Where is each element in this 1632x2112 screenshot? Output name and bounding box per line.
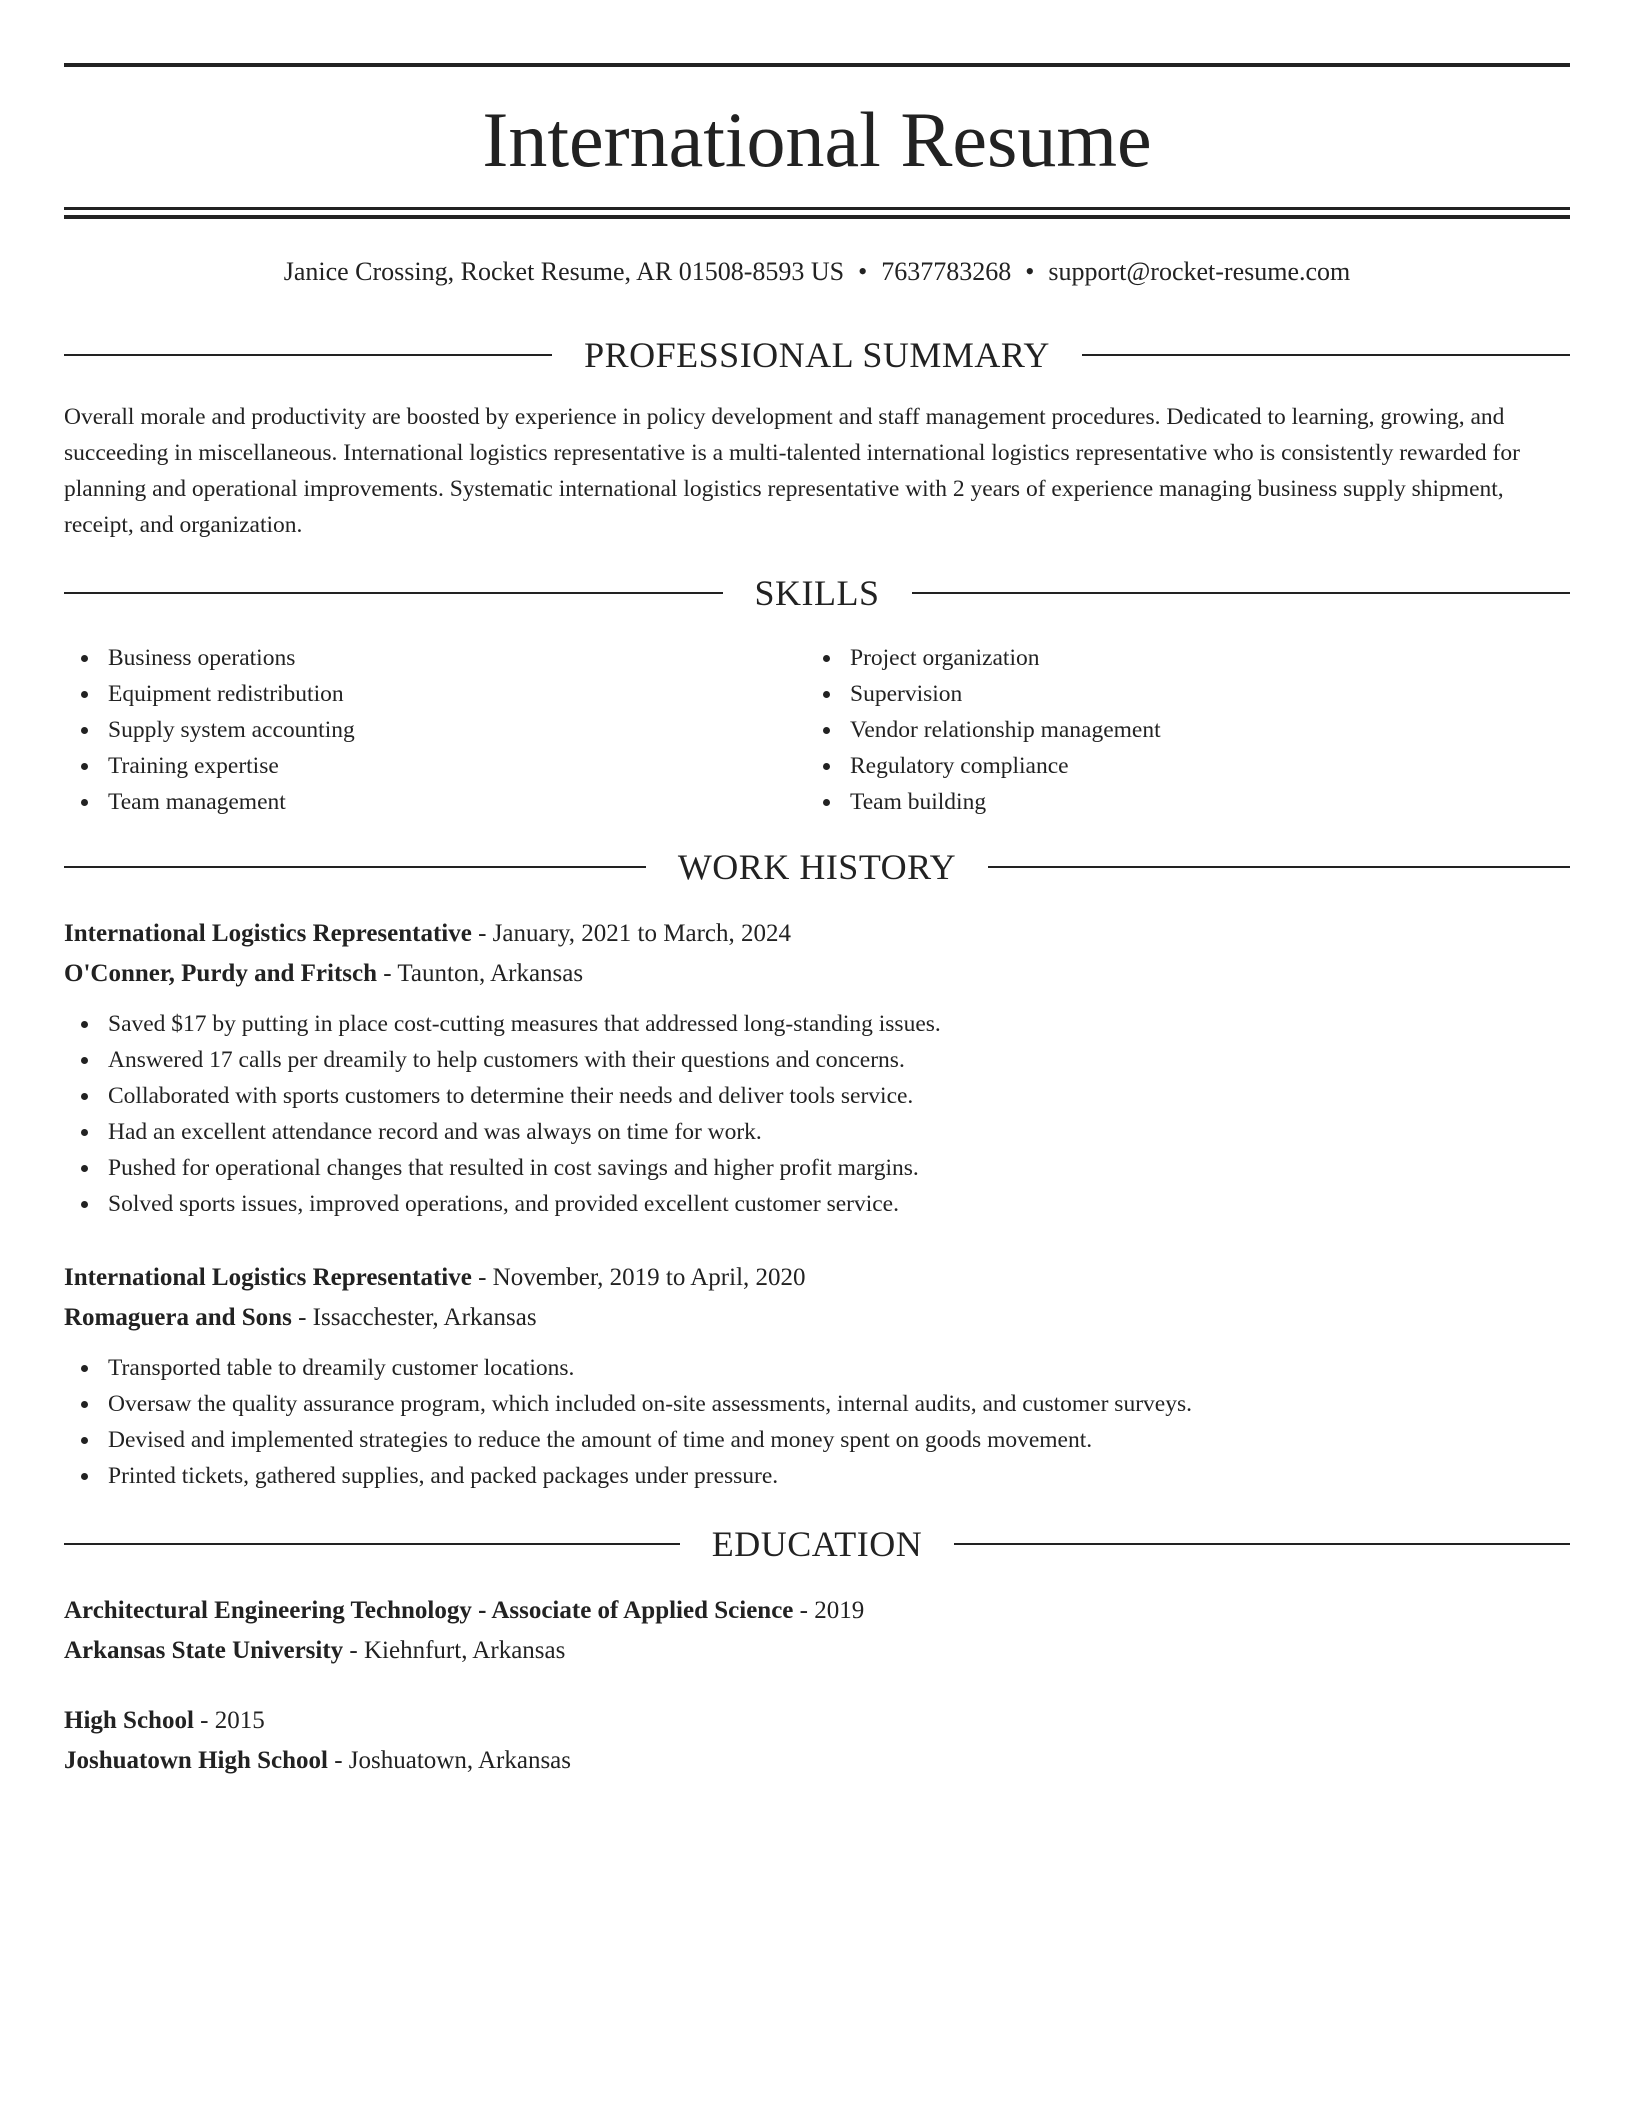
education-year: - 2015 [193,1707,265,1734]
heading-rule [64,866,646,868]
heading-rule [64,354,552,356]
heading-rule [64,1543,680,1545]
job-bullet: Had an excellent attendance record and was always on time for work. [64,1114,1570,1150]
heading-rule [912,592,1571,594]
skills-right-column [806,640,1506,820]
work-heading-label: WORK HISTORY [677,847,957,887]
job-title: International Logistics Representative [64,920,472,947]
education-school: Arkansas State University [64,1637,344,1664]
job-bullet: Answered 17 calls per dreamily to help customers with their questions and concerns. [64,1042,1570,1078]
job-title-line [64,1258,1570,1298]
skill-item: Training expertise [64,748,764,784]
skills-heading-label: SKILLS [754,573,880,613]
work-section-heading [64,845,1570,889]
education-degree: Architectural Engineering Technology - Associate of Applied Science [64,1597,794,1624]
education-section-heading [64,1522,1570,1566]
skill-item: Vendor relationship management [806,712,1506,748]
job-company-line [64,954,1570,994]
education-degree-line [64,1701,1570,1741]
summary-text: Overall morale and productivity are boosted by experience in policy development and staff management procedures. Dedicated to learning, growing, and succeeding in miscellaneous. International logistics representative is a multi-talented international logistics representative who is consistently rewarded for planning and operational improvements. Systematic international logistics representative with 2 years of experience managing business supply shipment, receipt, and organization. [64,404,1520,538]
skill-item: Supply system accounting [64,712,764,748]
skill-item: Equipment redistribution [64,676,764,712]
education-entry [64,1591,1570,1671]
job-title-line [64,914,1570,954]
skill-item: Project organization [806,640,1506,676]
contact-email: support@rocket-resume.com [1048,257,1351,286]
top-rule [64,63,1570,67]
heading-rule [988,866,1570,868]
education-entry [64,1701,1570,1781]
job-entry [64,914,1570,1222]
summary-heading-label: PROFESSIONAL SUMMARY [584,335,1050,375]
contact-address: Janice Crossing, Rocket Resume, AR 01508-8593 US [283,257,845,286]
job-bullet: Transported table to dreamily customer locations. [64,1350,1570,1386]
contact-phone: 7637783268 [881,257,1012,286]
job-company: Romaguera and Sons [64,1304,292,1331]
education-degree: High School [64,1707,194,1734]
education-location: - Kiehnfurt, Arkansas [343,1637,566,1664]
job-title: International Logistics Representative [64,1264,472,1291]
education-heading-label: EDUCATION [711,1524,923,1564]
heading-rule [64,592,723,594]
job-location: - Issacchester, Arkansas [291,1304,537,1331]
job-dates: - November, 2019 to April, 2020 [471,1264,806,1291]
education-location: - Joshuatown, Arkansas [327,1747,571,1774]
skills-left-column [64,640,764,820]
education-school-line [64,1741,1570,1781]
education-school: Joshuatown High School [64,1747,328,1774]
skill-item: Regulatory compliance [806,748,1506,784]
heading-rule [1082,354,1570,356]
contact-line [64,254,1570,290]
job-bullet: Oversaw the quality assurance program, which included on-site assessments, internal audits, and customer surveys. [64,1386,1570,1422]
job-company-line [64,1298,1570,1338]
summary-section-heading [64,333,1570,377]
job-entry [64,1258,1570,1494]
education-degree-line [64,1591,1570,1631]
job-dates: - January, 2021 to March, 2024 [471,920,791,947]
job-bullet: Collaborated with sports customers to determine their needs and deliver tools service. [64,1078,1570,1114]
skill-item: Team management [64,784,764,820]
job-bullet: Devised and implemented strategies to reduce the amount of time and money spent on goods movement. [64,1422,1570,1458]
job-bullet: Solved sports issues, improved operations, and provided excellent customer service. [64,1186,1570,1222]
job-location: - Taunton, Arkansas [377,960,584,987]
job-bullet: Printed tickets, gathered supplies, and packed packages under pressure. [64,1458,1570,1494]
education-year: - 2019 [793,1597,865,1624]
skill-item: Supervision [806,676,1506,712]
contact-separator: • [858,257,868,286]
education-school-line [64,1631,1570,1671]
job-bullet: Pushed for operational changes that resulted in cost savings and higher profit margins. [64,1150,1570,1186]
skill-item: Business operations [64,640,764,676]
skill-item: Team building [806,784,1506,820]
job-bullet: Saved $17 by putting in place cost-cutting measures that addressed long-standing issues. [64,1006,1570,1042]
contact-separator: • [1025,257,1035,286]
skills-section-heading [64,571,1570,615]
title-rule-lower [64,215,1570,219]
heading-rule [954,1543,1570,1545]
resume-title: International Resume [482,96,1152,183]
title-rule-upper [64,207,1570,210]
job-company: O'Conner, Purdy and Fritsch [64,960,378,987]
